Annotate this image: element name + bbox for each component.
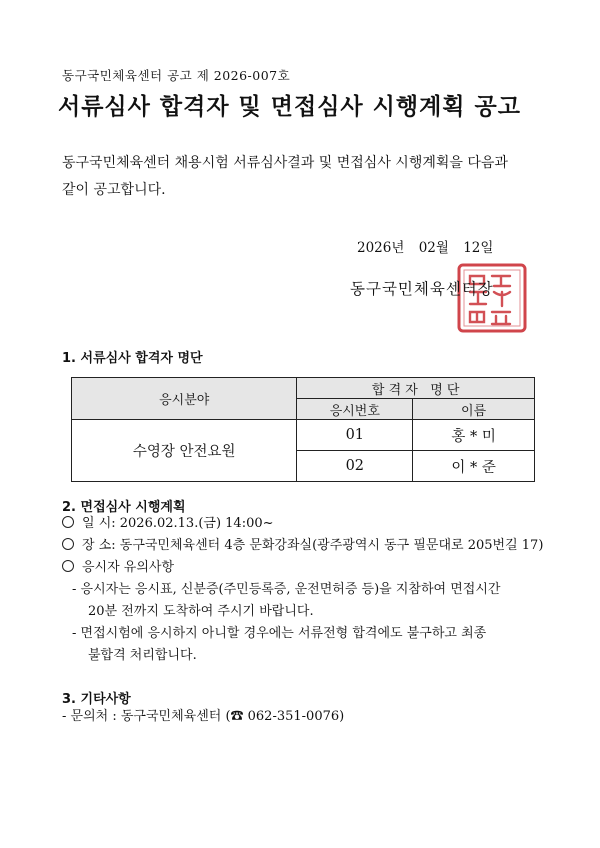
col-header-passers: 합 격 자 명 단 [297, 378, 535, 399]
intro-line-1: 동구국민체육센터 채용시험 서류심사결과 및 면접심사 시행계획을 다음과 [62, 155, 508, 171]
circle-bullet-icon [62, 538, 74, 550]
applicant-name: 홍 * 미 [413, 420, 535, 451]
note-2-line-2: 불합격 처리합니다. [88, 648, 197, 663]
col-header-field: 응시분야 [72, 378, 297, 420]
table-header-row [72, 378, 535, 399]
table-row [72, 420, 535, 451]
circle-bullet-icon [62, 516, 74, 528]
notes-heading-text: 응시자 유의사항 [82, 560, 175, 575]
page-title: 서류심사 합격자 및 면접심사 시행계획 공고 [58, 94, 521, 120]
note-2-line-1: - 면접시험에 응시하지 아니할 경우에는 서류전형 합격에도 불구하고 최종 [72, 626, 487, 641]
applicant-number: 02 [297, 451, 413, 482]
passers-table [71, 377, 535, 482]
interview-place [62, 535, 543, 557]
section2-title: 2. 면접심사 시행계획 [62, 500, 186, 515]
section3-title: 3. 기타사항 [62, 692, 131, 707]
intro-line-2: 같이 공고합니다. [62, 182, 166, 198]
organization-signature: 동구국민체육센터장 [350, 280, 494, 298]
notice-number: 동구국민체육센터 공고 제 2026-007호 [62, 68, 291, 83]
notice-date: 2026년 02월 12일 [357, 240, 494, 256]
circle-bullet-icon [62, 560, 74, 572]
field-cell: 수영장 안전요원 [72, 420, 297, 482]
notes-heading [62, 557, 174, 579]
intro-text [62, 150, 562, 204]
applicant-number: 01 [297, 420, 413, 451]
applicant-name: 이 * 준 [413, 451, 535, 482]
interview-place-text: 장 소: 동구국민체육센터 4층 문화강좌실(광주광역시 동구 필문대로 205번길 17) [82, 538, 544, 553]
interview-datetime [62, 513, 274, 535]
section1-title: 1. 서류심사 합격자 명단 [62, 351, 203, 366]
col-header-number: 응시번호 [297, 399, 413, 420]
col-header-name: 이름 [413, 399, 535, 420]
contact-info: - 문의처 : 동구국민체육센터 (☎ 062-351-0076) [62, 709, 345, 724]
interview-datetime-text: 일 시: 2026.02.13.(금) 14:00~ [82, 516, 274, 531]
note-1-line-1: - 응시자는 응시표, 신분증(주민등록증, 운전면허증 등)을 지참하여 면접시간 [72, 582, 501, 597]
note-1-line-2: 20분 전까지 도착하여 주시기 바랍니다. [88, 604, 314, 619]
